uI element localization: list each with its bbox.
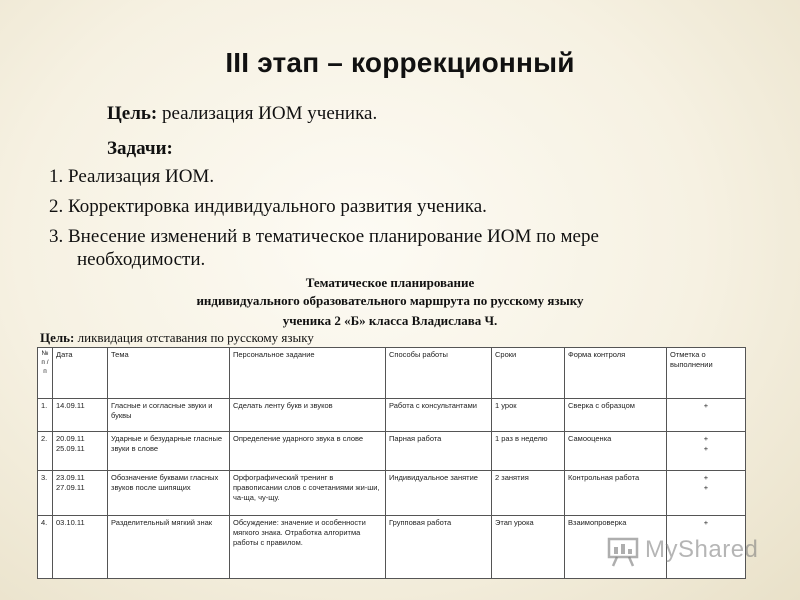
- cell-num: 3.: [38, 471, 53, 516]
- cell-control: Сверка с образцом: [565, 399, 667, 432]
- cell-method: Парная работа: [386, 432, 492, 471]
- cell-control: Контрольная работа: [565, 471, 667, 516]
- cell-control: Взаимопроверка: [565, 516, 667, 579]
- cell-mark: +: [667, 516, 746, 579]
- col-header-term: Сроки: [492, 348, 565, 399]
- col-header-mark: Отметка о выполнении: [667, 348, 746, 399]
- goal-label: Цель:: [107, 103, 158, 124]
- plan-goal-label: Цель:: [40, 330, 75, 345]
- cell-task: Определение ударного звука в слове: [230, 432, 386, 471]
- cell-topic: Обозначение буквами гласных звуков после шипящих: [108, 471, 230, 516]
- cell-term: 1 урок: [492, 399, 565, 432]
- tasks-heading: Задачи:: [107, 138, 173, 159]
- goal-line: [107, 103, 377, 125]
- plan-title-line-1: Тематическое планирование: [305, 275, 475, 290]
- task-item-3-continuation: необходимости.: [77, 249, 206, 270]
- table-row: [38, 432, 746, 471]
- watermark-text: MyShared: [645, 536, 759, 563]
- goal-text: реализация ИОМ ученика.: [157, 103, 378, 124]
- col-header-topic: Тема: [108, 348, 230, 399]
- cell-task: Сделать ленту букв и звуков: [230, 399, 386, 432]
- cell-method: Индивидуальное занятие: [386, 471, 492, 516]
- table-header-row: [38, 348, 746, 399]
- cell-term: 2 занятия: [492, 471, 565, 516]
- cell-term: Этап урока: [492, 516, 565, 579]
- cell-mark: + +: [667, 471, 746, 516]
- slide-title: III этап – коррекционный: [225, 47, 575, 78]
- table-row: [38, 471, 746, 516]
- cell-topic: Ударные и безударные гласные звуки в слове: [108, 432, 230, 471]
- cell-mark: +: [667, 399, 746, 432]
- cell-topic: Разделительный мягкий знак: [108, 516, 230, 579]
- cell-num: 1.: [38, 399, 53, 432]
- col-header-task: Персональное задание: [230, 348, 386, 399]
- plan-goal-text: ликвидация отставания по русскому языку: [74, 330, 314, 345]
- cell-date: 20.09.11 25.09.11: [53, 432, 108, 471]
- col-header-control: Форма контроля: [565, 348, 667, 399]
- col-header-method: Способы работы: [386, 348, 492, 399]
- task-item-3: 3. Внесение изменений в тематическое планирование ИОМ по мере: [49, 226, 599, 247]
- cell-term: 1 раз в неделю: [492, 432, 565, 471]
- cell-control: Самооценка: [565, 432, 667, 471]
- table-row: [38, 399, 746, 432]
- cell-method: Работа с консультантами: [386, 399, 492, 432]
- cell-num: 4.: [38, 516, 53, 579]
- cell-date: 23.09.11 27.09.11: [53, 471, 108, 516]
- cell-mark: + +: [667, 432, 746, 471]
- cell-task: Орфографический тренинг в правописании слов с сочетаниями жи-ши, ча-ща, чу-щу.: [230, 471, 386, 516]
- plan-title-line-2: индивидуального образовательного маршрута по русскому языку: [196, 293, 584, 308]
- col-header-num: № п / п: [38, 348, 53, 399]
- cell-date: 03.10.11: [53, 516, 108, 579]
- cell-date: 14.09.11: [53, 399, 108, 432]
- task-item-1: 1. Реализация ИОМ.: [49, 166, 215, 187]
- cell-topic: Гласные и согласные звуки и буквы: [108, 399, 230, 432]
- cell-task: Обсуждение: значение и особенности мягкого знака. Отработка алгоритма работы с правилом.: [230, 516, 386, 579]
- cell-num: 2.: [38, 432, 53, 471]
- task-item-2: 2. Корректировка индивидуального развития ученика.: [49, 196, 487, 217]
- col-header-date: Дата: [53, 348, 108, 399]
- watermark: [609, 536, 758, 564]
- cell-method: Групповая работа: [386, 516, 492, 579]
- plan-goal: [40, 330, 314, 346]
- plan-title-line-3: ученика 2 «Б» класса Владислава Ч.: [282, 313, 498, 328]
